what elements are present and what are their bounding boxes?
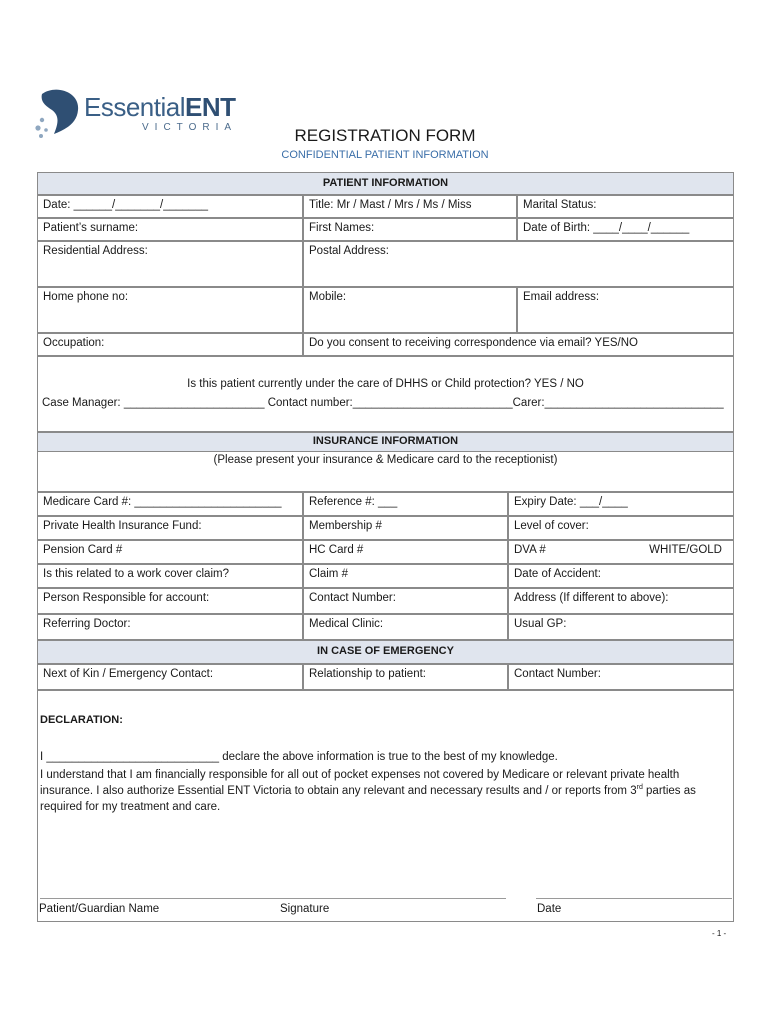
white-gold-option[interactable]: WHITE/GOLD [649,544,722,556]
email-consent-field[interactable]: Do you consent to receiving correspondence via email? YES/NO [303,333,734,356]
case-manager-line[interactable]: Case Manager: ______________________ Contact number:_________________________Carer:____________________________ [42,397,724,409]
guardian-name-label: Patient/Guardian Name [39,903,160,915]
pension-card-field[interactable]: Pension Card # [37,540,303,564]
title-field[interactable]: Title: Mr / Mast / Mrs / Ms / Miss [303,195,517,218]
level-of-cover-field[interactable]: Level of cover: [508,516,734,540]
dhhs-question[interactable]: Is this patient currently under the care of DHHS or Child protection? YES / NO [187,378,584,390]
surname-field[interactable]: Patient’s surname: [37,218,303,241]
insurance-info-header: INSURANCE INFORMATION [37,432,734,452]
date-label: Date [537,903,562,915]
form-subtitle: CONFIDENTIAL PATIENT INFORMATION [281,149,489,161]
responsible-person-field[interactable]: Person Responsible for account: [37,588,303,614]
reference-field[interactable]: Reference #: ___ [303,492,508,516]
work-cover-field[interactable]: Is this related to a work cover claim? [37,564,303,588]
patient-info-header: PATIENT INFORMATION [37,172,734,195]
declaration-text-2: insurance. I also authorize Essential ENT Victoria to obtain any relevant and necessary results and / or reports from 3rd parties as [40,784,696,797]
occupation-field[interactable]: Occupation: [37,333,303,356]
expiry-date-field[interactable]: Expiry Date: ___/____ [508,492,734,516]
signature-label: Signature [280,903,330,915]
relationship-field[interactable]: Relationship to patient: [303,664,508,690]
medical-clinic-field[interactable]: Medical Clinic: [303,614,508,640]
insurance-note: (Please present your insurance & Medicare card to the receptionist) [213,454,558,466]
dva-field[interactable] [508,540,734,564]
first-names-field[interactable]: First Names: [303,218,517,241]
residential-address-field[interactable]: Residential Address: [37,241,303,287]
date-line[interactable] [536,898,732,899]
emergency-header: IN CASE OF EMERGENCY [37,640,734,664]
form-title: REGISTRATION FORM [294,126,476,145]
declaration-name-line[interactable]: I ___________________________ declare the above information is true to the best of my knowledge. [40,751,558,763]
membership-field[interactable]: Membership # [303,516,508,540]
accident-date-field[interactable]: Date of Accident: [508,564,734,588]
claim-field[interactable]: Claim # [303,564,508,588]
health-fund-field[interactable]: Private Health Insurance Fund: [37,516,303,540]
usual-gp-field[interactable]: Usual GP: [508,614,734,640]
declaration-text-3: required for my treatment and care. [40,801,221,813]
marital-status-field[interactable]: Marital Status: [517,195,734,218]
alternate-address-field[interactable]: Address (If different to above): [508,588,734,614]
email-field[interactable]: Email address: [517,287,734,333]
brand-name: EssentialENT [84,92,236,122]
dva-label: DVA # [514,544,546,556]
dob-field[interactable]: Date of Birth: ____/____/______ [517,218,734,241]
name-signature-line[interactable] [40,898,506,899]
emergency-contact-number-field[interactable]: Contact Number: [508,664,734,690]
dhhs-section [37,356,734,432]
declaration-text-1: I understand that I am financially responsible for all out of pocket expenses not covered by Medicare or relevant private health [40,769,680,781]
date-field[interactable]: Date: ______/_______/_______ [37,195,303,218]
hc-card-field[interactable]: HC Card # [303,540,508,564]
next-of-kin-field[interactable]: Next of Kin / Emergency Contact: [37,664,303,690]
medicare-card-field[interactable]: Medicare Card #: _______________________ [37,492,303,516]
referring-doctor-field[interactable]: Referring Doctor: [37,614,303,640]
responsible-contact-field[interactable]: Contact Number: [303,588,508,614]
declaration-heading: DECLARATION: [40,714,123,726]
mobile-field[interactable]: Mobile: [303,287,517,333]
brand-location: VICTORIA [142,122,238,133]
postal-address-field[interactable]: Postal Address: [303,241,734,287]
page-number: - 1 - [712,929,727,938]
home-phone-field[interactable]: Home phone no: [37,287,303,333]
